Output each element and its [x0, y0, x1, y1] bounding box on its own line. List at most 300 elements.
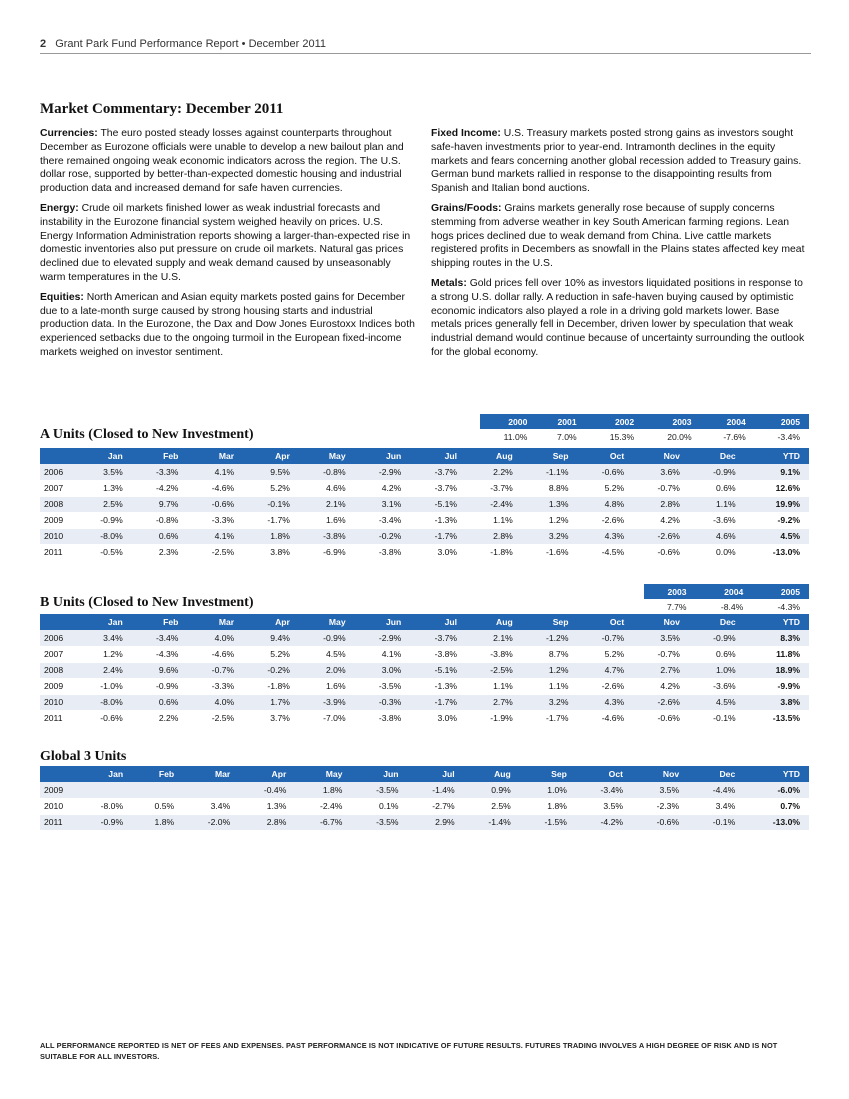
month-cell: 2.1%: [466, 630, 522, 646]
month-cell: -0.3%: [355, 694, 411, 710]
prior-year-cell: 2001: [536, 414, 585, 429]
header-cell: May: [295, 766, 351, 782]
month-cell: 3.0%: [410, 544, 466, 560]
month-cell: -0.5%: [76, 544, 132, 560]
month-cell: 4.5%: [299, 646, 355, 662]
prior-year-cell: 2000: [480, 414, 536, 429]
month-cell: -0.4%: [239, 782, 295, 798]
month-cell: -0.2%: [355, 528, 411, 544]
month-cell: -0.1%: [688, 814, 744, 830]
prior-value-cell: -3.4%: [755, 429, 809, 444]
month-cell: 2.8%: [239, 814, 295, 830]
table-row: [40, 544, 809, 560]
month-cell: -4.4%: [688, 782, 744, 798]
month-cell: -0.6%: [187, 496, 243, 512]
month-cell: 3.5%: [76, 464, 132, 480]
month-cell: -3.3%: [187, 512, 243, 528]
month-cell: 9.7%: [132, 496, 188, 512]
month-cell: 2.2%: [132, 710, 188, 726]
header-cell: YTD: [744, 766, 809, 782]
month-cell: -1.1%: [522, 464, 578, 480]
header-cell: Jan: [76, 614, 132, 630]
month-cell: 4.0%: [187, 630, 243, 646]
header-cell: Mar: [183, 766, 239, 782]
month-cell: -0.6%: [633, 544, 689, 560]
ytd-cell: 8.3%: [745, 630, 809, 646]
paragraph-energy: Energy: Crude oil markets finished lower as weak industrial forecasts and instability in the Eurozone financial system weighed heavily on prices. U.S. Energy Information Administration reports showing a larger-than-expected rise in domestic inventories also put pressure on crude oil markets. Natural gas prices declined due to elevated supply and weak demand caused by unseasonably warm temperatures in the U.S.: [40, 202, 411, 283]
table-row: [40, 646, 809, 662]
month-cell: 1.3%: [76, 480, 132, 496]
month-cell: 5.2%: [577, 480, 633, 496]
month-cell: 0.5%: [132, 798, 183, 814]
month-cell: -3.9%: [299, 694, 355, 710]
prior-values-row: [480, 429, 809, 444]
row-year-cell: 2008: [40, 662, 76, 678]
prior-value-cell: 11.0%: [480, 429, 536, 444]
header-cell: Nov: [632, 766, 688, 782]
ytd-cell: -13.5%: [745, 710, 809, 726]
row-year-cell: 2006: [40, 464, 76, 480]
table-row: [40, 798, 809, 814]
commentary-left-column: [40, 127, 418, 366]
header-cell: Jan: [76, 448, 132, 464]
month-cell: -1.4%: [408, 782, 464, 798]
month-cell: 2.4%: [76, 662, 132, 678]
month-cell: -3.5%: [351, 782, 407, 798]
row-year-cell: 2009: [40, 782, 76, 798]
page-header: [40, 38, 811, 54]
month-cell: 3.5%: [576, 798, 632, 814]
month-cell: -5.1%: [410, 662, 466, 678]
month-cell: 3.5%: [632, 782, 688, 798]
month-cell: -2.9%: [355, 464, 411, 480]
header-cell: Jul: [410, 448, 466, 464]
commentary-title: Market Commentary: December 2011: [40, 101, 284, 117]
commentary-right-column: [431, 127, 809, 366]
prior-value-cell: 7.7%: [644, 599, 696, 614]
prior-value-cell: -7.6%: [701, 429, 755, 444]
month-cell: 0.6%: [689, 480, 745, 496]
header-cell: Jul: [410, 614, 466, 630]
month-cell: -2.6%: [577, 678, 633, 694]
month-cell: -3.6%: [689, 678, 745, 694]
month-cell: 1.6%: [299, 512, 355, 528]
month-cell: -0.9%: [76, 814, 132, 830]
month-cell: 8.7%: [522, 646, 578, 662]
header-cell: Dec: [689, 448, 745, 464]
month-cell: -0.7%: [633, 480, 689, 496]
month-cell: -2.6%: [577, 512, 633, 528]
header-cell: Jun: [355, 448, 411, 464]
month-cell: 4.5%: [689, 694, 745, 710]
month-cell: 1.2%: [76, 646, 132, 662]
table-row: [40, 512, 809, 528]
month-cell: 2.7%: [466, 694, 522, 710]
header-cell: Sep: [520, 766, 576, 782]
header-cell: Jan: [76, 766, 132, 782]
prior-values-row: [644, 599, 809, 614]
prior-years-header-row: [644, 584, 809, 599]
month-cell: -7.0%: [299, 710, 355, 726]
month-cell: -4.2%: [576, 814, 632, 830]
month-cell: 1.8%: [295, 782, 351, 798]
month-cell: 4.8%: [577, 496, 633, 512]
month-cell: -0.9%: [76, 512, 132, 528]
month-cell: 3.4%: [76, 630, 132, 646]
month-cell: 3.4%: [183, 798, 239, 814]
month-cell: -3.7%: [410, 630, 466, 646]
row-year-cell: 2009: [40, 678, 76, 694]
month-cell: -3.4%: [576, 782, 632, 798]
month-cell: 9.6%: [132, 662, 188, 678]
month-cell: 1.7%: [243, 694, 299, 710]
table-row: [40, 814, 809, 830]
prior-value-cell: 15.3%: [586, 429, 643, 444]
ytd-cell: -13.0%: [744, 814, 809, 830]
disclaimer-footer: ALL PERFORMANCE REPORTED IS NET OF FEES AND EXPENSES. PAST PERFORMANCE IS NOT INDICATIVE OF FUTURE RESULTS. FUTURES TRADING INVOLVES A HIGH DEGREE OF RISK AND IS NOT SUITABLE FOR ALL INVESTORS.: [40, 1041, 778, 1061]
month-cell: 3.1%: [355, 496, 411, 512]
month-cell: -0.9%: [689, 630, 745, 646]
month-cell: -1.6%: [522, 544, 578, 560]
header-title: Grant Park Fund Performance Report • December 2011: [55, 38, 327, 50]
month-cell: -0.2%: [243, 662, 299, 678]
header-cell: Jul: [408, 766, 464, 782]
month-cell: 1.6%: [299, 678, 355, 694]
month-cell: -2.7%: [408, 798, 464, 814]
table-row: [40, 662, 809, 678]
month-cell: -3.5%: [355, 678, 411, 694]
ytd-cell: 4.5%: [745, 528, 809, 544]
month-cell: -1.0%: [76, 678, 132, 694]
month-cell: -1.8%: [466, 544, 522, 560]
month-cell: -2.4%: [466, 496, 522, 512]
month-cell: 4.1%: [187, 528, 243, 544]
header-cell: YTD: [745, 448, 809, 464]
month-cell: -0.6%: [76, 710, 132, 726]
month-cell: -1.2%: [522, 630, 578, 646]
month-cell: -2.3%: [632, 798, 688, 814]
month-cell: -0.9%: [689, 464, 745, 480]
month-cell: -3.8%: [355, 710, 411, 726]
table-header-row: [40, 766, 809, 782]
month-cell: 2.8%: [633, 496, 689, 512]
month-cell: -3.4%: [355, 512, 411, 528]
header-cell: Aug: [466, 448, 522, 464]
month-cell: -0.6%: [633, 710, 689, 726]
month-cell: -5.1%: [410, 496, 466, 512]
month-cell: [76, 782, 132, 798]
header-cell: Mar: [187, 614, 243, 630]
month-cell: 1.2%: [522, 662, 578, 678]
header-cell: Jun: [355, 614, 411, 630]
paragraph-equities: Equities: North American and Asian equity markets posted gains for December due to a late-month surge caused by strong housing starts and industrial production data. In the Eurozone, the Dax and Dow Jones Eurostoxx Indices both experienced setbacks due to the ongoing turmoil in the European fixed-income markets weighed on investor sentiment.: [40, 291, 415, 358]
month-cell: 1.1%: [466, 512, 522, 528]
month-cell: -2.5%: [466, 662, 522, 678]
row-year-cell: 2011: [40, 710, 76, 726]
month-cell: -6.7%: [295, 814, 351, 830]
prior-years-header-row: [480, 414, 809, 429]
prior-year-cell: 2004: [701, 414, 755, 429]
header-cell: Apr: [243, 614, 299, 630]
month-cell: -0.9%: [299, 630, 355, 646]
month-cell: [183, 782, 239, 798]
month-cell: 0.9%: [464, 782, 520, 798]
header-cell: Jun: [351, 766, 407, 782]
header-cell: Nov: [633, 614, 689, 630]
month-cell: -3.8%: [355, 544, 411, 560]
paragraph-metals: Metals: Gold prices fell over 10% as investors liquidated positions in response to a strong U.S. dollar rally. A reduction in safe-haven buying caused by optimistic economic indicators also played a role in a driving gold markets lower. Base metals prices generally fell in December, driven lower by speculation that weak industrial demand would continue because of uncertainty surrounding the outlook for the global economy.: [431, 277, 805, 358]
prior-value-cell: 7.0%: [536, 429, 585, 444]
b-units-prior-years-table: [644, 584, 809, 614]
header-cell: Oct: [576, 766, 632, 782]
month-cell: 2.5%: [464, 798, 520, 814]
month-cell: 2.1%: [299, 496, 355, 512]
month-cell: 4.1%: [355, 646, 411, 662]
month-cell: 5.2%: [243, 646, 299, 662]
prior-year-cell: 2005: [755, 414, 809, 429]
month-cell: 4.7%: [577, 662, 633, 678]
table-row: [40, 496, 809, 512]
prior-value-cell: -8.4%: [696, 599, 753, 614]
a-units-table: [40, 448, 809, 561]
row-year-cell: 2007: [40, 646, 76, 662]
ytd-cell: 12.6%: [745, 480, 809, 496]
month-cell: 1.3%: [239, 798, 295, 814]
month-cell: -1.7%: [410, 694, 466, 710]
month-cell: -2.5%: [187, 710, 243, 726]
header-cell-year: [40, 614, 76, 630]
month-cell: -2.6%: [633, 528, 689, 544]
header-cell: Feb: [132, 614, 188, 630]
header-cell: Aug: [466, 614, 522, 630]
month-cell: 0.6%: [689, 646, 745, 662]
month-cell: -0.6%: [632, 814, 688, 830]
month-cell: -1.9%: [466, 710, 522, 726]
ytd-cell: 19.9%: [745, 496, 809, 512]
month-cell: -2.0%: [183, 814, 239, 830]
month-cell: 5.2%: [577, 646, 633, 662]
header-cell: Feb: [132, 448, 188, 464]
header-cell: May: [299, 448, 355, 464]
month-cell: 2.8%: [466, 528, 522, 544]
row-year-cell: 2007: [40, 480, 76, 496]
row-year-cell: 2010: [40, 798, 76, 814]
prior-value-cell: 20.0%: [643, 429, 700, 444]
prior-year-cell: 2003: [643, 414, 700, 429]
header-cell: Feb: [132, 766, 183, 782]
month-cell: 2.5%: [76, 496, 132, 512]
month-cell: -1.7%: [243, 512, 299, 528]
prior-year-cell: 2002: [586, 414, 643, 429]
month-cell: -3.8%: [410, 646, 466, 662]
row-year-cell: 2006: [40, 630, 76, 646]
ytd-cell: 9.1%: [745, 464, 809, 480]
month-cell: -8.0%: [76, 798, 132, 814]
month-cell: -3.8%: [299, 528, 355, 544]
ytd-cell: 3.8%: [745, 694, 809, 710]
month-cell: [132, 782, 183, 798]
month-cell: -2.4%: [295, 798, 351, 814]
table-row: [40, 480, 809, 496]
month-cell: 4.2%: [355, 480, 411, 496]
header-cell: Dec: [689, 614, 745, 630]
month-cell: -4.6%: [187, 480, 243, 496]
month-cell: 4.2%: [633, 512, 689, 528]
paragraph-currencies: Currencies: The euro posted steady losses against counterparts throughout December as Eurozone officials were unable to develop a new bailout plan and there remained ongoing weak economic indicators across the region. The U.S. dollar rose, supported by better-than-expected domestic housing and industrial production data and increased demand for safe haven currencies.: [40, 128, 404, 195]
row-year-cell: 2010: [40, 528, 76, 544]
header-cell: Apr: [243, 448, 299, 464]
month-cell: 2.9%: [408, 814, 464, 830]
month-cell: 1.8%: [243, 528, 299, 544]
row-year-cell: 2011: [40, 814, 76, 830]
header-cell: YTD: [745, 614, 809, 630]
month-cell: 9.5%: [243, 464, 299, 480]
header-cell: Sep: [522, 448, 578, 464]
month-cell: 4.3%: [577, 528, 633, 544]
month-cell: 1.3%: [522, 496, 578, 512]
month-cell: 4.2%: [633, 678, 689, 694]
month-cell: 3.4%: [688, 798, 744, 814]
row-year-cell: 2011: [40, 544, 76, 560]
month-cell: -4.3%: [132, 646, 188, 662]
month-cell: -3.7%: [466, 480, 522, 496]
header-cell: Sep: [522, 614, 578, 630]
prior-year-cell: 2004: [696, 584, 753, 599]
header-cell: Nov: [633, 448, 689, 464]
month-cell: 4.3%: [577, 694, 633, 710]
month-cell: 3.6%: [633, 464, 689, 480]
row-year-cell: 2010: [40, 694, 76, 710]
header-cell: Oct: [577, 614, 633, 630]
month-cell: 1.1%: [522, 678, 578, 694]
header-cell-year: [40, 448, 76, 464]
month-cell: -8.0%: [76, 528, 132, 544]
prior-value-cell: -4.3%: [752, 599, 809, 614]
ytd-cell: -6.0%: [744, 782, 809, 798]
header-cell: Apr: [239, 766, 295, 782]
table-row: [40, 710, 809, 726]
a-units-prior-years-table: [480, 414, 809, 444]
month-cell: 0.6%: [132, 694, 188, 710]
row-year-cell: 2008: [40, 496, 76, 512]
table-header-row: [40, 614, 809, 630]
prior-year-cell: 2005: [752, 584, 809, 599]
month-cell: -3.6%: [689, 512, 745, 528]
ytd-cell: -9.9%: [745, 678, 809, 694]
month-cell: -3.7%: [410, 480, 466, 496]
month-cell: 2.7%: [633, 662, 689, 678]
month-cell: -3.4%: [132, 630, 188, 646]
header-cell: Oct: [577, 448, 633, 464]
month-cell: -0.1%: [689, 710, 745, 726]
ytd-cell: 18.9%: [745, 662, 809, 678]
month-cell: -4.2%: [132, 480, 188, 496]
header-cell: Mar: [187, 448, 243, 464]
month-cell: 8.8%: [522, 480, 578, 496]
month-cell: -2.5%: [187, 544, 243, 560]
month-cell: -8.0%: [76, 694, 132, 710]
month-cell: 4.1%: [187, 464, 243, 480]
month-cell: -1.8%: [243, 678, 299, 694]
month-cell: -1.3%: [410, 678, 466, 694]
global3-units-table: [40, 766, 809, 831]
month-cell: -1.7%: [410, 528, 466, 544]
month-cell: 1.2%: [522, 512, 578, 528]
table-row: [40, 464, 809, 480]
month-cell: -0.1%: [243, 496, 299, 512]
month-cell: 5.2%: [243, 480, 299, 496]
header-cell: Dec: [688, 766, 744, 782]
header-cell-year: [40, 766, 76, 782]
month-cell: 0.6%: [132, 528, 188, 544]
month-cell: 0.0%: [689, 544, 745, 560]
month-cell: 2.2%: [466, 464, 522, 480]
ytd-cell: 11.8%: [745, 646, 809, 662]
month-cell: 9.4%: [243, 630, 299, 646]
month-cell: 1.8%: [520, 798, 576, 814]
ytd-cell: -13.0%: [745, 544, 809, 560]
month-cell: -4.5%: [577, 544, 633, 560]
month-cell: 3.2%: [522, 528, 578, 544]
month-cell: -2.6%: [633, 694, 689, 710]
paragraph-fixed-income: Fixed Income: U.S. Treasury markets posted strong gains as investors sought safe-haven investments prior to year-end. Intramonth declines in the equity markets and fears concerning another global recession added to Treasury gains. German bund markets rallied in response to the disappointing results from Spanish and Italian bond auctions.: [431, 128, 802, 195]
month-cell: -1.3%: [410, 512, 466, 528]
month-cell: -0.7%: [633, 646, 689, 662]
month-cell: 1.8%: [132, 814, 183, 830]
ytd-cell: -9.2%: [745, 512, 809, 528]
month-cell: 3.0%: [410, 710, 466, 726]
table-row: [40, 630, 809, 646]
month-cell: -0.7%: [577, 630, 633, 646]
month-cell: 3.8%: [243, 544, 299, 560]
month-cell: -3.8%: [466, 646, 522, 662]
month-cell: -0.6%: [577, 464, 633, 480]
month-cell: -6.9%: [299, 544, 355, 560]
month-cell: 3.0%: [355, 662, 411, 678]
table-row: [40, 528, 809, 544]
b-units-table: [40, 614, 809, 727]
month-cell: -3.7%: [410, 464, 466, 480]
month-cell: -4.6%: [577, 710, 633, 726]
a-units-title: A Units (Closed to New Investment): [40, 427, 254, 442]
month-cell: 2.3%: [132, 544, 188, 560]
prior-year-cell: 2003: [644, 584, 696, 599]
month-cell: -0.9%: [132, 678, 188, 694]
table-row: [40, 678, 809, 694]
month-cell: -1.5%: [520, 814, 576, 830]
global3-units-title: Global 3 Units: [40, 749, 127, 764]
month-cell: -0.7%: [187, 662, 243, 678]
month-cell: 1.1%: [689, 496, 745, 512]
month-cell: 4.6%: [299, 480, 355, 496]
row-year-cell: 2009: [40, 512, 76, 528]
month-cell: 4.6%: [689, 528, 745, 544]
b-units-title: B Units (Closed to New Investment): [40, 595, 254, 610]
table-header-row: [40, 448, 809, 464]
header-cell: May: [299, 614, 355, 630]
table-row: [40, 782, 809, 798]
month-cell: -1.4%: [464, 814, 520, 830]
month-cell: 1.0%: [689, 662, 745, 678]
month-cell: -1.7%: [522, 710, 578, 726]
month-cell: -3.3%: [187, 678, 243, 694]
month-cell: -0.8%: [299, 464, 355, 480]
month-cell: 4.0%: [187, 694, 243, 710]
page-number: 2: [40, 38, 47, 50]
month-cell: 3.7%: [243, 710, 299, 726]
month-cell: -0.8%: [132, 512, 188, 528]
header-cell: Aug: [464, 766, 520, 782]
